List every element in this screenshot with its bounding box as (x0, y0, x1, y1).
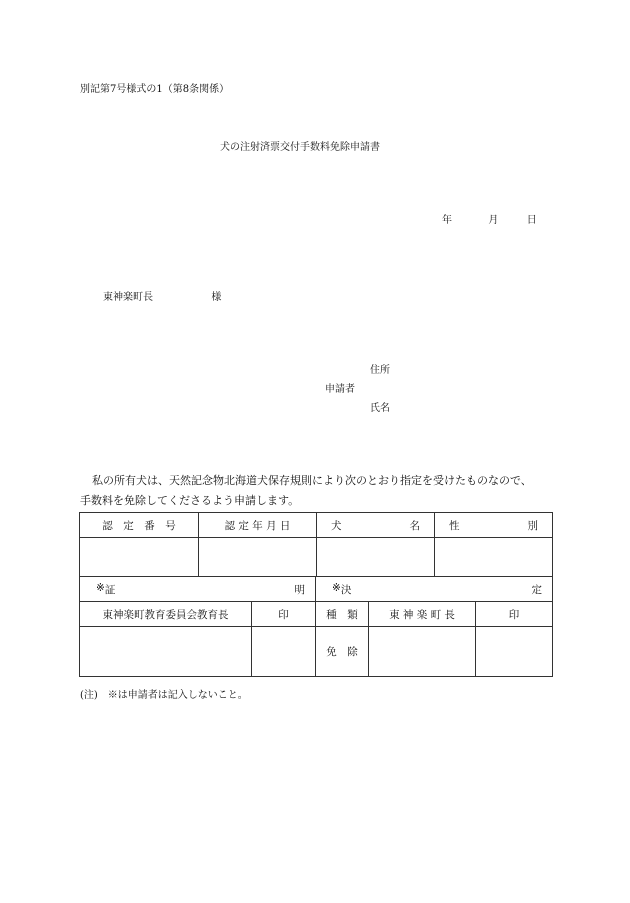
certification-label-b: 明 (294, 583, 305, 596)
certification-mark: ※ (96, 581, 105, 594)
date-day: 日 (526, 215, 537, 226)
dog-name-label-b: 名 (409, 519, 420, 532)
office-use-table (79, 576, 553, 677)
education-board-field[interactable] (80, 627, 252, 677)
seal-label-certification: 印 (252, 602, 316, 627)
recipient-name: 東神楽町長 (103, 292, 153, 303)
sex-label-b: 別 (527, 519, 538, 532)
dog-name-label-a: 犬 (331, 519, 342, 532)
seal-field-decision[interactable] (476, 627, 553, 677)
header-sex (435, 513, 553, 538)
header-dog-name (317, 513, 435, 538)
header-certification-number: 認 定 番 号 (80, 513, 199, 538)
recipient (103, 288, 221, 303)
decision-label-b: 定 (531, 583, 542, 596)
dog-info-entry-row (80, 538, 553, 577)
date-month: 月 (488, 215, 499, 226)
decision-header (316, 577, 553, 602)
date-line (442, 211, 537, 226)
seal-label-decision: 印 (476, 602, 553, 627)
dog-name-field[interactable] (317, 538, 435, 577)
office-use-header-row (80, 577, 553, 602)
applicant-label: 申請者 (325, 384, 355, 395)
decision-mark: ※ (332, 581, 341, 594)
seal-field-certification[interactable] (252, 627, 316, 677)
mayor-label: 東 神 楽 町 長 (369, 602, 476, 627)
certification-header (80, 577, 316, 602)
office-use-entry-row (80, 627, 553, 677)
dog-info-header-row (80, 513, 553, 538)
mayor-field[interactable] (369, 627, 476, 677)
certification-date-field[interactable] (199, 538, 317, 577)
education-board-label: 東神楽町教育委員会教育長 (80, 602, 252, 627)
body-text-line-2: 手数料を免除してくださるよう申請します。 (80, 494, 300, 507)
document-title: 犬の注射済票交付手数料免除申請書 (220, 142, 380, 153)
address-label: 住所 (370, 365, 390, 376)
dog-info-table (79, 512, 553, 577)
body-text-line-1: 私の所有犬は、天然記念物北海道犬保存規則により次のとおり指定を受けたものなので、 (92, 474, 532, 487)
recipient-honorific: 様 (211, 292, 222, 303)
date-year: 年 (442, 215, 452, 226)
form-number: 別記第7号様式の1（第8条関係） (80, 84, 230, 95)
sex-field[interactable] (435, 538, 553, 577)
decision-label-a: 決 (340, 583, 352, 596)
office-use-subheader-row (80, 602, 553, 627)
type-label: 種 類 (316, 602, 369, 627)
name-label: 氏名 (370, 403, 390, 414)
footnote: (注) ※は申請者は記入しないこと。 (80, 690, 248, 701)
certification-label-a: 証 (104, 583, 116, 596)
sex-label-a: 性 (449, 519, 460, 532)
header-certification-date: 認 定 年 月 日 (199, 513, 317, 538)
exemption-label: 免 除 (316, 627, 369, 677)
certification-number-field[interactable] (80, 538, 199, 577)
